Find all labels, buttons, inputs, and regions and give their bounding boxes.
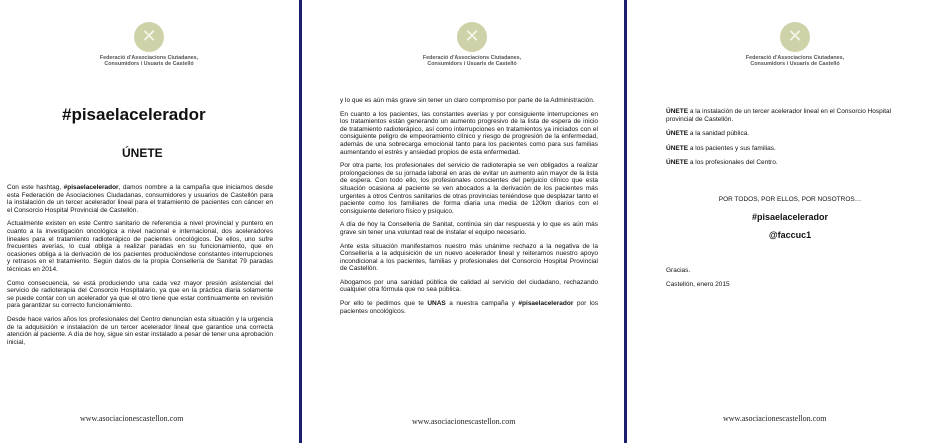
date-text: Castellón, enero 2015 xyxy=(666,281,730,288)
federation-logo xyxy=(89,22,209,67)
unete-line-3: ÚNETE a los pacientes y sus familias. xyxy=(666,144,776,152)
federation-logo xyxy=(412,22,532,67)
twitter-handle[interactable]: @faccuc1 xyxy=(768,230,812,240)
footer-url[interactable]: www.asociacionescastellon.com xyxy=(723,414,827,423)
federation-logo xyxy=(735,22,855,67)
logo-mark-icon xyxy=(134,22,164,52)
page1-para3: Como consecuencia, se está produciendo una cada vez mayor presión asistencial del servicio de radioterapia del Consorcio Hospitalario, ya que en la práctica diaria solamente se puede contar con un acelerador ya que el otro tiene que estar continuamente en revisión para garantizar su correcto funcionamiento. xyxy=(7,279,273,310)
page2-body xyxy=(340,97,598,321)
footer-url[interactable]: www.asociacionescastellon.com xyxy=(80,414,184,423)
page-3 xyxy=(630,0,943,443)
page2-para1: y lo que es aún más grave sin tener un claro compromiso por parte de la Administración. xyxy=(340,97,595,104)
page-divider xyxy=(624,0,627,443)
page2-para3: Por otra parte, los profesionales del servicio de radioterapia se ven obligados a realizar prolongaciones de su jornada laboral en aras de evitar un aumento aún mayor de la lista de espera. Con todo ello, los profesionales conscientes del perjuicio clínico que esta situación ocasiona al paciente se ven abocados a la derivación de los pacientes más urgentes a otros Centros sanitarios de otras provincias teniéndose que desplazar tanto el paciente como los familiares de forma diaria una media de 120km diarios con el consiguiente deterioro físico y psíquico. xyxy=(340,162,598,215)
page-2 xyxy=(304,0,622,443)
page1-para1: Con este hashtag, #pisaelacelerador, damos nombre a la campaña que iniciamos desde esta Federación de Asociaciones Ciudadanas, consumidores y usuarios de Castellón para la instalación de un tercer acelerador lineal para el tratamiento de pacientes con cáncer en el Consorcio Hospital Provincial de Castellón. xyxy=(7,184,273,214)
motto: POR TODOS, POR ELLOS, POR NOSOTROS… xyxy=(718,196,862,203)
join-heading: ÚNETE xyxy=(122,146,163,160)
page2-para5: Ante esta situación manifestamos nuestro más unánime rechazo a la negativa de la Consellería a la adquisición de un nuevo acelerador lineal y reiteramos nuestro apoyo incondicional a los pacientes, familias y profesionales del Consorcio Hospital Provincial de Castellón. xyxy=(340,242,598,273)
page-1 xyxy=(0,0,298,443)
page2-para6: Abogamos por una sanidad pública de calidad al servicio del ciudadano, rechazando cualquier otra fórmula que no sea pública. xyxy=(340,278,598,294)
page2-para4: A día de hoy la Consellería de Sanitat, continúa sin dar respuesta y lo que es aún más grave sin tener una voluntad real de instalar el equipo necesario. xyxy=(340,221,598,236)
logo-org-name: Federació d'Associacions Ciutadanes, Consumidors i Usuaris de Castelló xyxy=(422,55,522,68)
page2-para7: Por ello te pedimos que te UNAS a nuestra campaña y #pisaelacelerador por los pacientes oncológicos. xyxy=(340,300,599,315)
page1-para4: Desde hace varios años los profesionales del Centro denuncian esta situación y la urgencia de la adquisición e instalación de un tercer acelerador lineal que garantice una correcta atención al paciente. A día de hoy, sigue sin estar instalado a pesar de tener una aprobación inicial, xyxy=(7,315,273,346)
page3-hashtag: #pisaelacelerador xyxy=(751,212,829,222)
page-divider xyxy=(299,0,302,443)
unete-line-4: ÚNETE a los profesionales del Centro. xyxy=(666,159,778,167)
logo-org-name: Federació d'Associacions Ciutadanes, Consumidors i Usuaris de Castelló xyxy=(99,55,199,68)
campaign-hashtag-title: #pisaelacelerador xyxy=(62,105,206,124)
thanks-text: Gracias. xyxy=(666,267,691,274)
footer-url[interactable]: www.asociacionescastellon.com xyxy=(412,417,516,426)
unete-line-1: ÚNETE a la instalación de un tercer acelerador lineal en el Consorcio Hospital provincial de Castellón. xyxy=(666,108,892,123)
logo-mark-icon xyxy=(780,22,810,52)
logo-mark-icon xyxy=(457,22,487,52)
unete-line-2: ÚNETE a la sanidad pública. xyxy=(666,130,750,138)
page1-body xyxy=(7,184,273,352)
page2-para2: En cuanto a los pacientes, las constantes averías y por consiguiente interrupciones en los tratamientos están generando un aumento progresivo de la lista de espera de inicio de tratamiento radioterápico, así como interrupciones en tratamientos ya iniciados con el consiguiente peligro de empeoramiento clínico y riesgo de progresión de la enfermedad, además de una sobrecarga emocional tanto para los pacientes como para sus familias aumentando el estrés y ansiedad propios de esta enfermedad. xyxy=(340,110,598,156)
page1-para2: Actualmente existen en este Centro sanitario de referencia a nivel provincial y puntero en cuanto a la investigación oncológica a nivel nacional e internacional, dos aceleradores lineales para el tratamiento radioterápico de pacientes oncológicos. De ellos, uno sufre frecuentes averías, lo cual obliga a realizar paradas en su funcionamiento, que en ocasiones obliga a la derivación de los pacientes produciéndose constantes interrupciones y retrasos en el tratamiento. Según datos de la propia Consellería de Sanitat 79 paradas técnicas en 2014. xyxy=(7,220,273,273)
page3-list xyxy=(666,108,916,167)
logo-org-name: Federació d'Associacions Ciutadanes, Consumidors i Usuaris de Castelló xyxy=(745,55,845,68)
